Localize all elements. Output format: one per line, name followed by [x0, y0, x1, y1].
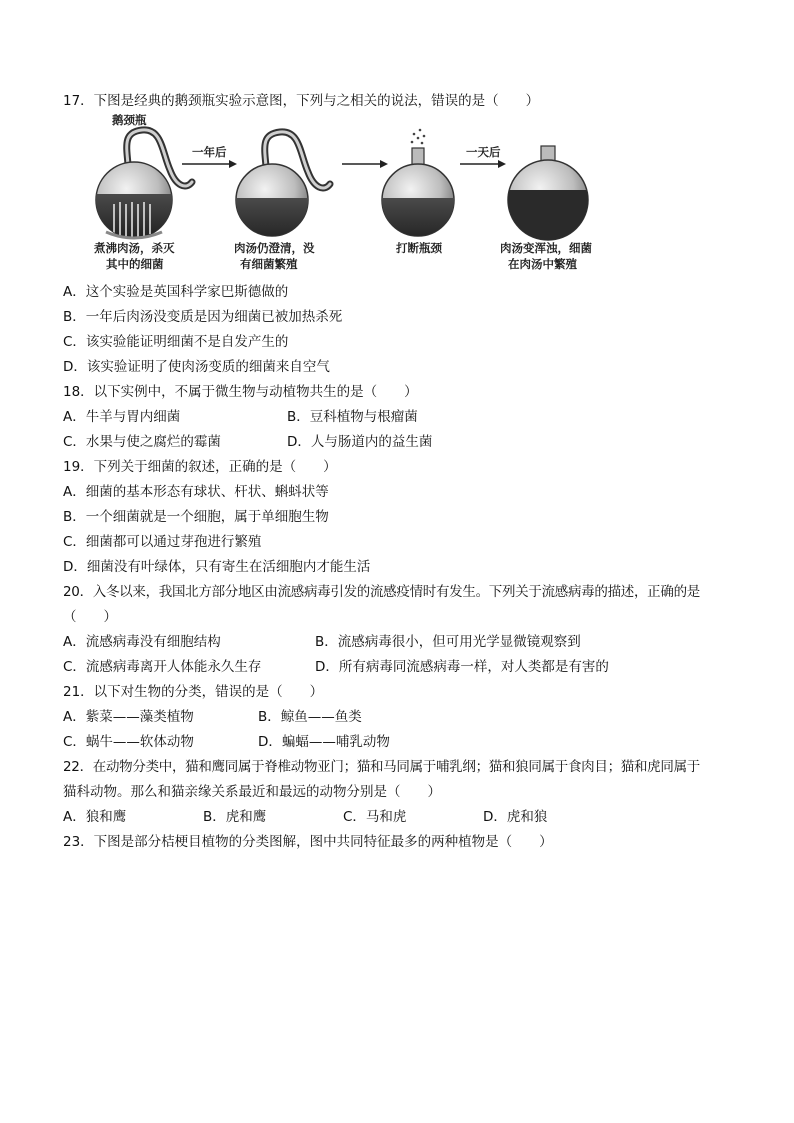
arrow-1-label: 一年后 [192, 145, 227, 159]
q22-option-a: A．狼和鹰 [63, 809, 127, 825]
flask-2-clear-broth [234, 132, 330, 248]
flask-name-label: 鹅颈瓶 [112, 113, 147, 127]
q19-stem: 19．下列关于细菌的叙述，正确的是（ ） [63, 459, 337, 475]
gooseneck-flask-experiment-figure [84, 112, 609, 282]
q17-stem: 17．下图是经典的鹅颈瓶实验示意图，下列与之相关的说法，错误的是（ ） [63, 93, 540, 109]
q20-option-c: C．流感病毒离开人体能永久生存 [63, 659, 262, 675]
caption-3: 打断瓶颈 [396, 241, 442, 255]
q17-option-c: C．该实验能证明细菌不是自发产生的 [63, 334, 289, 350]
q18-option-b: B．豆科植物与根瘤菌 [287, 409, 418, 425]
q21-option-c: C．蜗牛——软体动物 [63, 734, 194, 750]
q20-option-a: A．流感病毒没有细胞结构 [63, 634, 221, 650]
arrow-one-year-later [182, 145, 237, 168]
q21-option-b: B．鲸鱼——鱼类 [258, 709, 362, 725]
arrow-one-day-later [460, 145, 506, 168]
q18-stem: 18．以下实例中，不属于微生物与动植物共生的是（ ） [63, 384, 418, 400]
q20-stem-continued: （ ） [63, 609, 117, 625]
q22-stem-continued: 猫科动物。那么和猫亲缘关系最近和最远的动物分别是（ ） [63, 784, 441, 800]
arrow-break-neck [342, 160, 388, 168]
q19-option-c: C．细菌都可以通过芽孢进行繁殖 [63, 534, 262, 550]
caption-1-line-1: 煮沸肉汤，杀灭 [94, 241, 175, 255]
q19-option-d: D．细菌没有叶绿体，只有寄生在活细胞内才能生活 [63, 559, 371, 575]
q22-stem: 22．在动物分类中，猫和鹰同属于脊椎动物亚门；猫和马同属于哺乳纲；猫和狼同属于食肉目；猫和虎同属于 [63, 759, 700, 775]
caption-1-line-2: 其中的细菌 [106, 257, 164, 271]
q17-option-b: B．一年后肉汤没变质是因为细菌已被加热杀死 [63, 309, 343, 325]
q22-option-b: B．虎和鹰 [203, 809, 267, 825]
flask-1-boiling [94, 130, 192, 244]
q18-option-d: D．人与肠道内的益生菌 [287, 434, 433, 450]
q19-option-b: B．一个细菌就是一个细胞，属于单细胞生物 [63, 509, 329, 525]
q18-option-c: C．水果与使之腐烂的霉菌 [63, 434, 221, 450]
q20-stem: 20．入冬以来，我国北方部分地区由流感病毒引发的流感疫情时有发生。下列关于流感病毒的描述，正确的是 [63, 584, 700, 600]
airborne-particles [411, 129, 426, 145]
caption-2-line-1: 肉汤仍澄清，没 [234, 241, 315, 255]
q21-stem: 21．以下对生物的分类，错误的是（ ） [63, 684, 324, 700]
caption-4-line-2: 在肉汤中繁殖 [508, 257, 577, 271]
q21-option-d: D．蝙蝠——哺乳动物 [258, 734, 390, 750]
q20-option-b: B．流感病毒很小，但可用光学显微镜观察到 [315, 634, 581, 650]
flask-3-broken-neck [380, 129, 460, 248]
q23-stem: 23．下图是部分桔梗目植物的分类图解，图中共同特征最多的两种植物是（ ） [63, 834, 553, 850]
flask-4-turbid-broth [506, 146, 596, 246]
q18-option-a: A．牛羊与胃内细菌 [63, 409, 181, 425]
q22-option-d: D．虎和狼 [483, 809, 548, 825]
q17-option-d: D．该实验证明了使肉汤变质的细菌来自空气 [63, 359, 330, 375]
q20-option-d: D．所有病毒同流感病毒一样，对人类都是有害的 [315, 659, 609, 675]
arrow-3-label: 一天后 [466, 145, 501, 159]
q21-option-a: A．紫菜——藻类植物 [63, 709, 194, 725]
q22-option-c: C．马和虎 [343, 809, 407, 825]
caption-4-line-1: 肉汤变浑浊，细菌 [500, 241, 592, 255]
q17-option-a: A．这个实验是英国科学家巴斯德做的 [63, 284, 289, 300]
q19-option-a: A．细菌的基本形态有球状、杆状、蝌蚪状等 [63, 484, 329, 500]
caption-2-line-2: 有细菌繁殖 [240, 257, 298, 271]
